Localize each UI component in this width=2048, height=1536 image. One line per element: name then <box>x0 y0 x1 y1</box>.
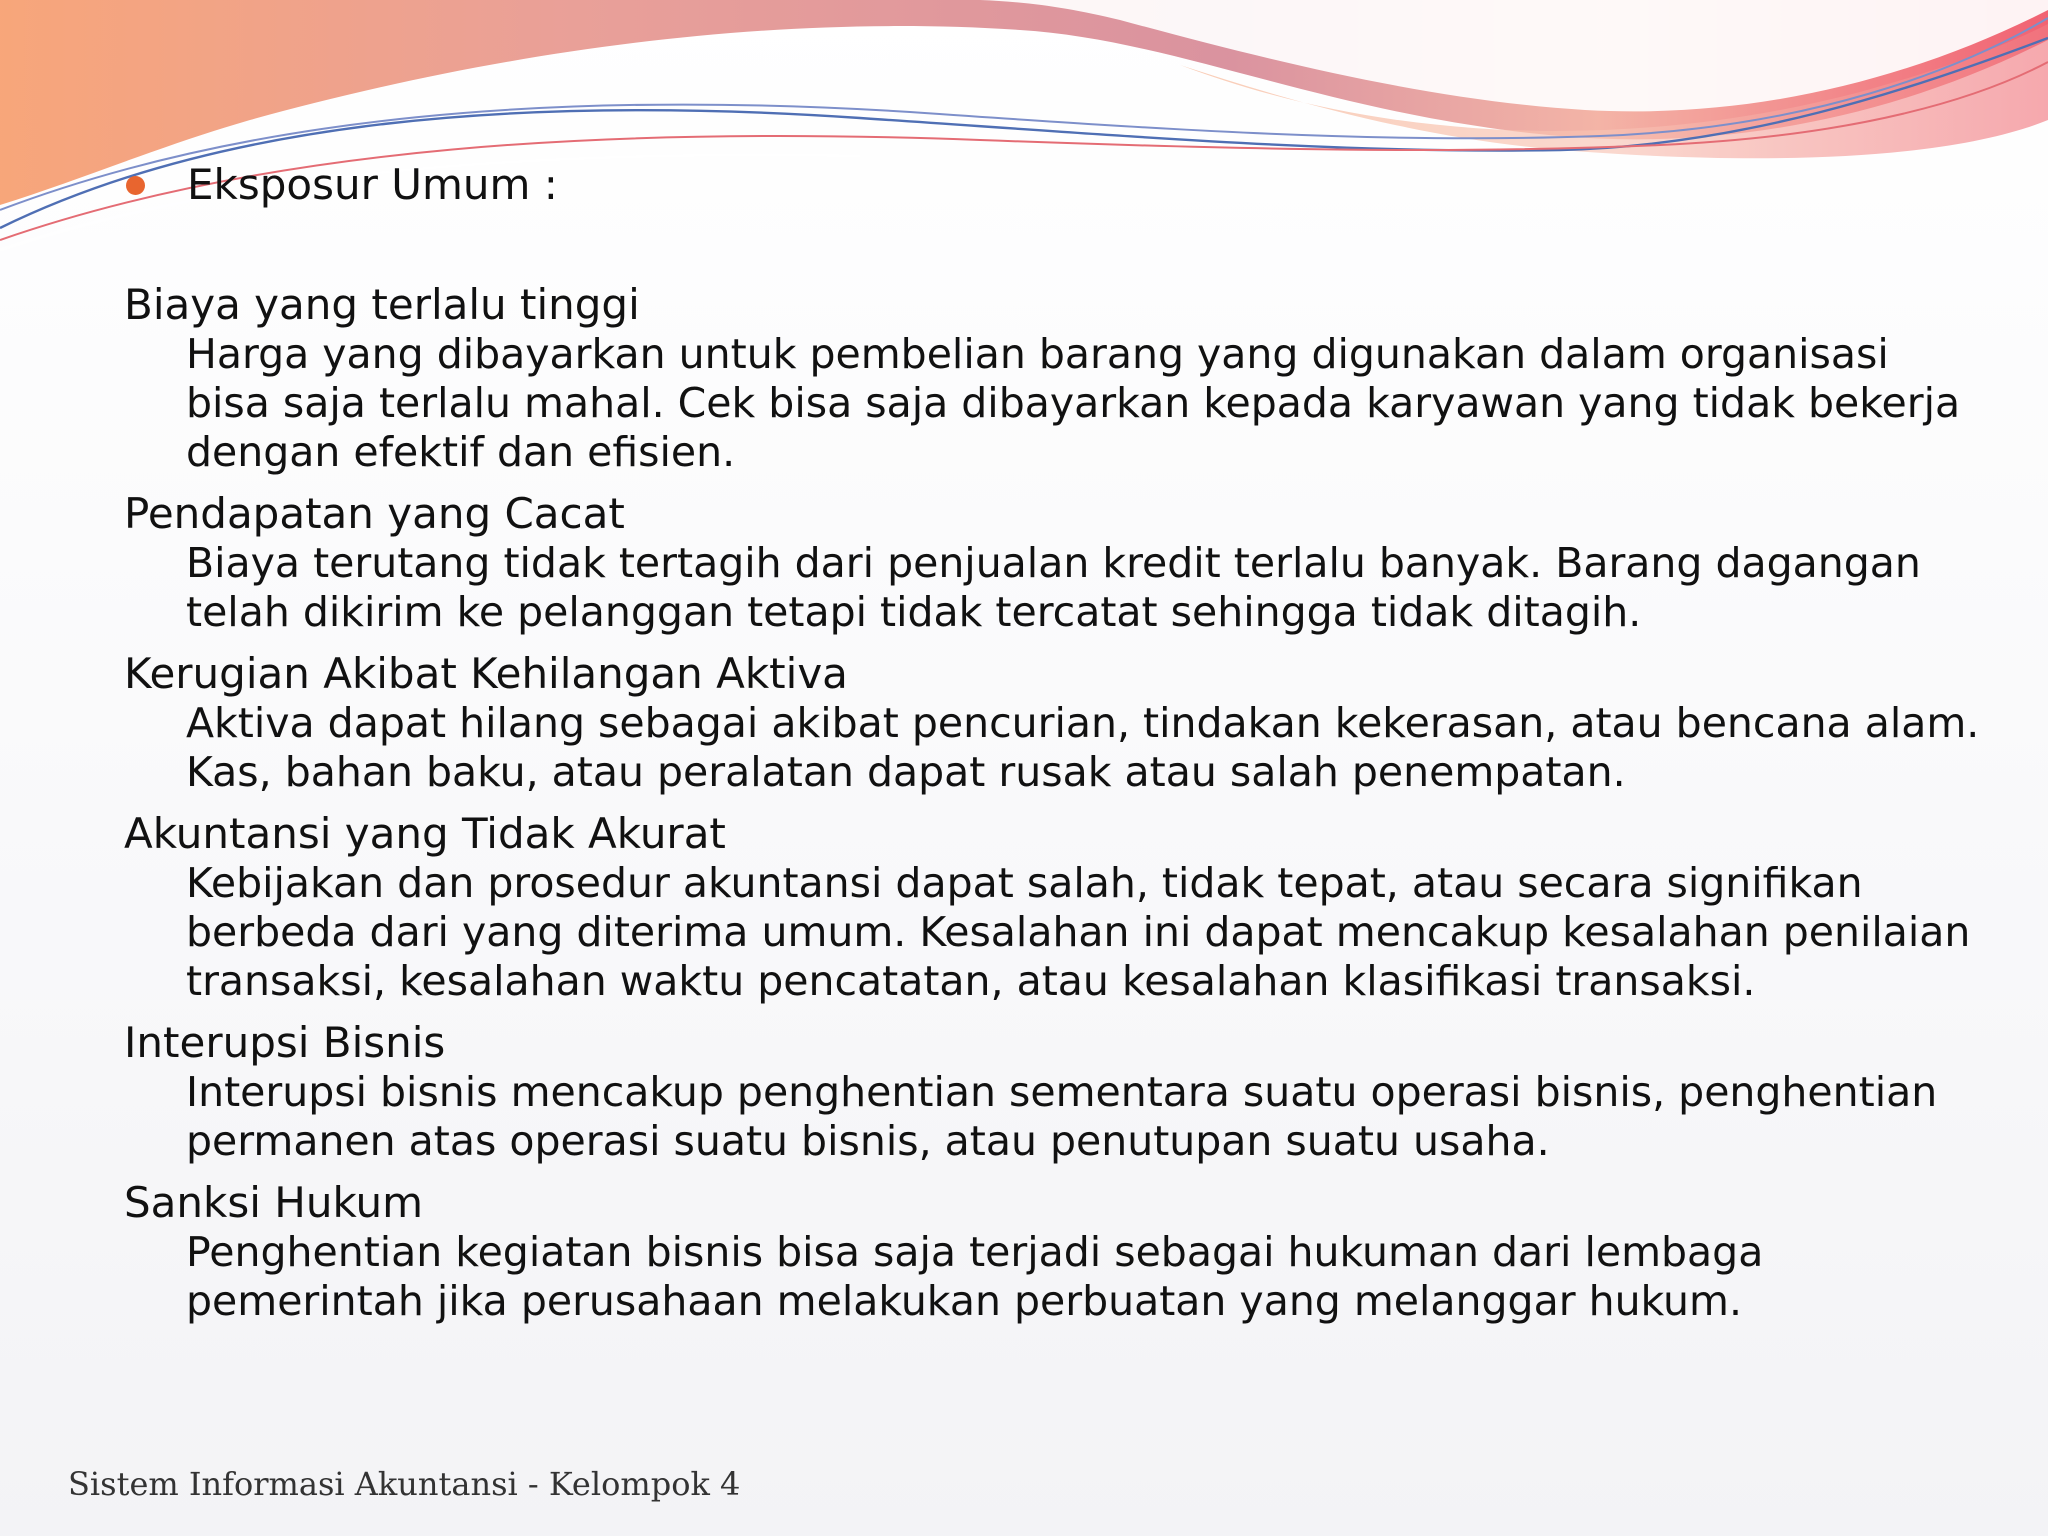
bullet-item <box>126 158 558 212</box>
exposure-list <box>124 280 1984 1338</box>
exposure-item <box>124 280 1984 477</box>
exposure-item <box>124 1018 1984 1166</box>
exposure-item <box>124 649 1984 797</box>
exposure-description: Kebijakan dan prosedur akuntansi dapat salah, tidak tepat, atau secara signifikan berbeda dari yang diterima umum. Kesalahan ini dapat mencakup kesalahan penilaian transaksi, kesalahan waktu pencatatan, atau kesalahan klasifikasi transaksi. <box>186 859 1971 1005</box>
slide-footer: Sistem Informasi Akuntansi - Kelompok 4 <box>68 1465 741 1503</box>
exposure-heading: Interupsi Bisnis <box>124 1018 446 1067</box>
bullet-heading: Eksposur Umum : <box>187 160 558 209</box>
exposure-heading: Biaya yang terlalu tinggi <box>124 280 640 329</box>
exposure-heading: Pendapatan yang Cacat <box>124 489 625 538</box>
exposure-item <box>124 489 1984 637</box>
bullet-dot-icon <box>126 176 145 195</box>
exposure-item <box>124 1178 1984 1326</box>
exposure-description: Interupsi bisnis mencakup penghentian sementara suatu operasi bisnis, penghentian permanen atas operasi suatu bisnis, atau penutupan suatu usaha. <box>186 1068 1938 1165</box>
exposure-heading: Sanksi Hukum <box>124 1178 424 1227</box>
exposure-description: Aktiva dapat hilang sebagai akibat pencurian, tindakan kekerasan, atau bencana alam. Kas, bahan baku, atau peralatan dapat rusak atau salah penempatan. <box>186 699 1980 796</box>
exposure-description: Biaya terutang tidak tertagih dari penjualan kredit terlalu banyak. Barang dagangan telah dikirim ke pelanggan tetapi tidak tercatat sehingga tidak ditagih. <box>186 539 1921 636</box>
exposure-heading: Akuntansi yang Tidak Akurat <box>124 809 726 858</box>
exposure-heading: Kerugian Akibat Kehilangan Aktiva <box>124 649 848 698</box>
exposure-item <box>124 809 1984 1006</box>
exposure-description: Harga yang dibayarkan untuk pembelian barang yang digunakan dalam organisasi bisa saja terlalu mahal. Cek bisa saja dibayarkan kepada karyawan yang tidak bekerja dengan efektif dan efisien. <box>186 330 1961 476</box>
exposure-description: Penghentian kegiatan bisnis bisa saja terjadi sebagai hukuman dari lembaga pemerintah jika perusahaan melakukan perbuatan yang melanggar hukum. <box>186 1228 1764 1325</box>
